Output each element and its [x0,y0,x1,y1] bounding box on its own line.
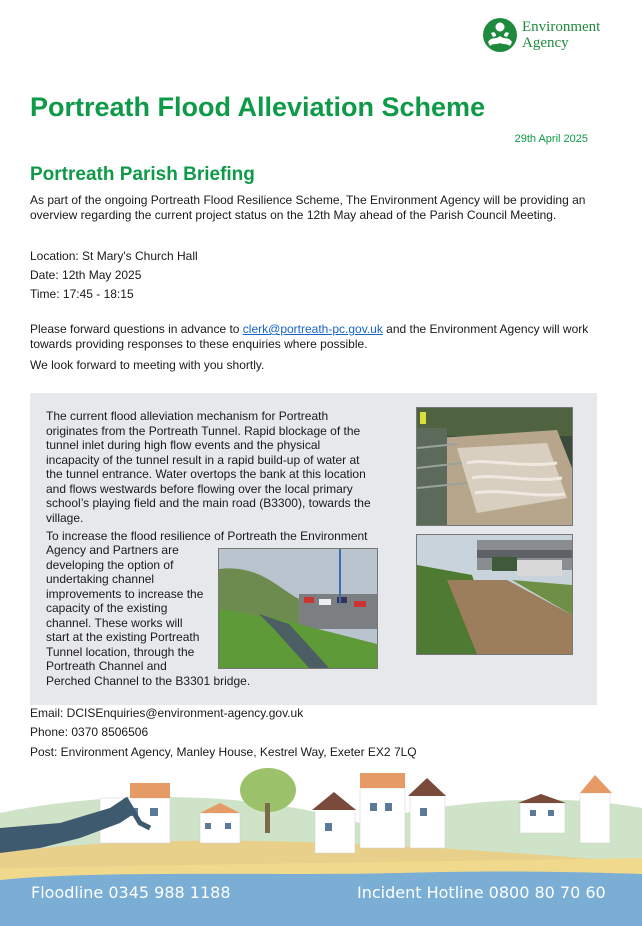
text-line: originates from the Portreath Tunnel. Rapid blockage of the [46,423,361,438]
clerk-email-link[interactable]: clerk@portreath-pc.gov.uk [242,322,383,336]
scheme-paragraph-2-last-line: Perched Channel to the B3301 bridge. [46,674,251,688]
text-line: the tunnel entrance. Water overtops the bank at this location [46,467,366,481]
forward-text-after: and the Environment Agency will work towards providing responses to these enquiries where possible. [30,322,589,351]
meeting-time: Time: 17:45 - 18:15 [30,287,134,301]
text-line: Agency and Partners are [46,543,179,557]
logo-line-2: Agency [522,35,569,51]
environment-agency-icon [482,16,518,54]
text-line: improvements to increase the [46,586,204,601]
text-line: developing the option of [46,557,174,572]
forward-text-before: Please forward questions in advance to [30,322,243,336]
text-line: village. [46,510,84,525]
text-line: and flows westwards before flowing over the local primary [46,481,353,496]
contact-phone: Phone: 0370 8506506 [30,725,149,739]
floodline-number: Floodline 0345 988 1188 [31,883,231,902]
text-line: tunnel inlet during high flow events and the physical [46,438,321,452]
tunnel-photo [416,407,573,526]
briefing-heading: Portreath Parish Briefing [30,164,255,185]
text-line: undertaking channel [46,572,155,586]
flooded-channel-photo [416,534,573,655]
publication-date: 29th April 2025 [514,133,588,145]
incident-hotline-number: Incident Hotline 0800 80 70 60 [357,883,606,902]
scheme-info-box [30,393,597,705]
logo-line-1: Environment [522,19,601,35]
contact-email: Email: DCISEnquiries@environment-agency.gov.uk [30,706,304,720]
text-line: start at the existing Portreath [46,630,200,644]
forward-questions-paragraph [30,322,615,352]
environment-agency-logo [482,16,600,54]
text-line: Portreath Channel and [46,659,167,673]
channel-carpark-photo [218,548,378,669]
text-line: capacity of the existing [46,601,168,615]
text-line: Tunnel location, through the [46,644,195,659]
text-line: school’s playing field and the main road (B3300), towards the [46,496,371,510]
text-line: channel. These works will [46,615,183,630]
text-line: The current flood alleviation mechanism for Portreath [46,409,329,423]
scheme-paragraph-2-first-line: To increase the flood resilience of Portreath the Environment [46,529,368,543]
text-line: incapacity of the tunnel result in a rapid build-up of water at [46,452,360,467]
page-title: Portreath Flood Alleviation Scheme [30,92,486,122]
meeting-date: Date: 12th May 2025 [30,268,142,282]
scheme-paragraph-2 [46,543,203,674]
meeting-location: Location: St Mary's Church Hall [30,249,198,263]
briefing-intro: As part of the ongoing Portreath Flood Resilience Scheme, The Environment Agency will be providing an overview regarding the current project status on the 12th May ahead of the Parish Council Meeting. [30,193,586,222]
village-illustration [0,768,642,926]
contact-post: Post: Environment Agency, Manley House, Kestrel Way, Exeter EX2 7LQ [30,745,417,759]
closing-line: We look forward to meeting with you shortly. [30,358,265,372]
scheme-paragraph-1 [46,409,371,525]
